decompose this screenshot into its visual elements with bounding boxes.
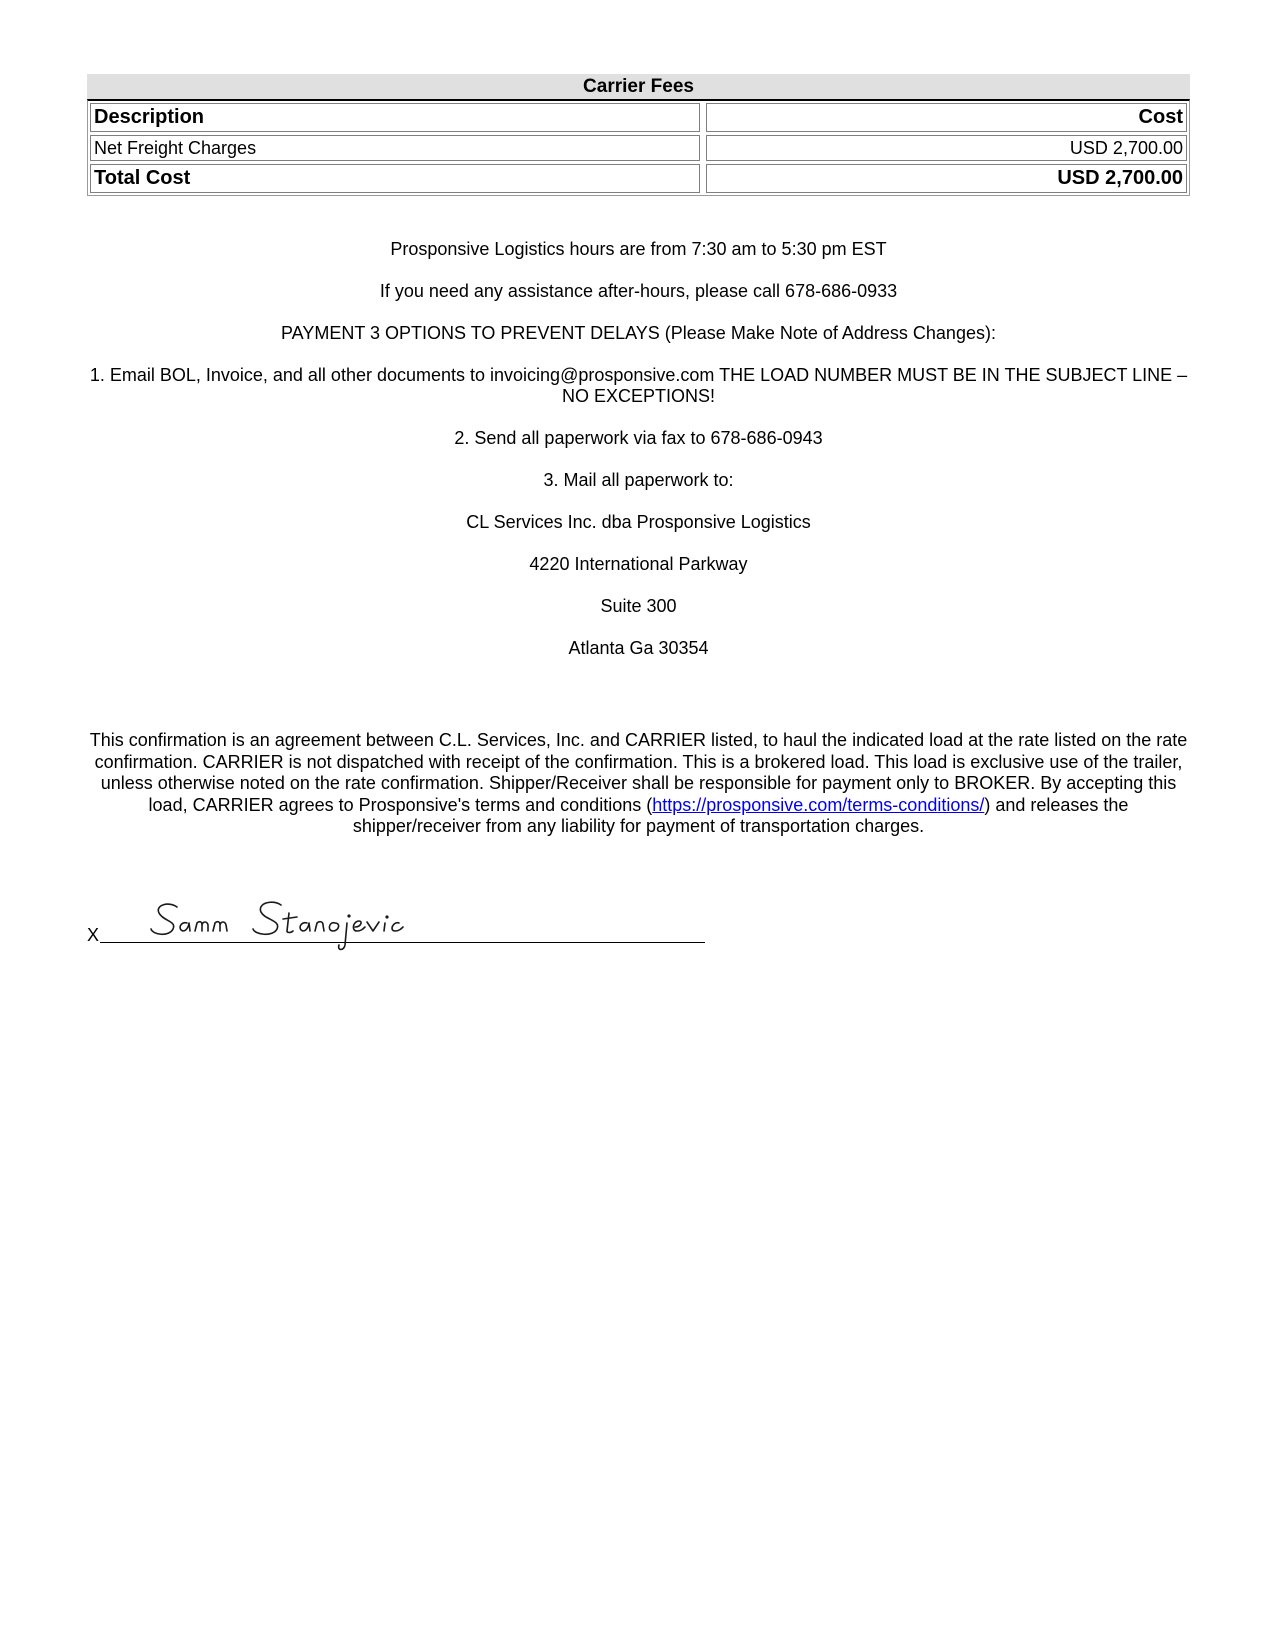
terms-conditions-link[interactable]: https://prosponsive.com/terms-conditions/ xyxy=(652,794,985,815)
table-row xyxy=(90,135,1187,161)
table-header-row xyxy=(90,103,1187,132)
description-header: Description xyxy=(90,103,700,132)
item-cost: USD 2,700.00 xyxy=(706,135,1187,161)
handwritten-signature xyxy=(147,895,447,955)
signature-marker: X xyxy=(87,925,100,945)
office-hours: Prosponsive Logistics hours are from 7:30 am to 5:30 pm EST xyxy=(390,239,887,259)
agreement-text-end: ) and releases the shipper/receiver from any liability for payment of transportation charges. xyxy=(352,794,1129,836)
agreement-paragraph xyxy=(87,730,1190,838)
total-cost: USD 2,700.00 xyxy=(706,164,1187,193)
payment-heading: PAYMENT 3 OPTIONS TO PREVENT DELAYS (Please Make Note of Address Changes): xyxy=(281,323,996,343)
carrier-fees-table xyxy=(87,74,1190,196)
cost-header: Cost xyxy=(706,103,1187,132)
payment-option-mail: 3. Mail all paperwork to: xyxy=(543,470,734,490)
mail-address-line-3: Suite 300 xyxy=(600,596,677,616)
payment-option-fax: 2. Send all paperwork via fax to 678-686-0943 xyxy=(454,428,823,448)
mail-address-line-1: CL Services Inc. dba Prosponsive Logistics xyxy=(466,512,811,532)
carrier-fees-title: Carrier Fees xyxy=(87,74,1190,99)
item-description: Net Freight Charges xyxy=(90,135,700,161)
mail-address-line-2: 4220 International Parkway xyxy=(529,554,748,574)
mail-address-line-4: Atlanta Ga 30354 xyxy=(568,638,709,658)
agreement-text-start: This confirmation is an agreement between C.L. Services, Inc. and CARRIER listed, to haul the indicated load at the rate listed on the rate confirmation. CARRIER is not dispatched with receipt of the confirmation. This is a brokered load. This load is exclusive use of the trailer, unless otherwise noted on the rate confirmation. Shipper/Receiver shall be responsible for payment only to BROKER. By accepting this load, CARRIER agrees to Prosponsive's terms and conditions ( xyxy=(89,730,1188,815)
payment-info xyxy=(87,239,1190,680)
total-row xyxy=(90,164,1187,193)
total-label: Total Cost xyxy=(90,164,700,193)
carrier-fees-grid xyxy=(87,99,1190,196)
payment-option-email: 1. Email BOL, Invoice, and all other documents to invoicing@prosponsive.com THE LOAD NUMBER MUST BE IN THE SUBJECT LINE – NO EXCEPTIONS! xyxy=(89,365,1188,406)
after-hours-contact: If you need any assistance after-hours, please call 678-686-0933 xyxy=(379,281,898,301)
signature-block xyxy=(87,895,707,955)
